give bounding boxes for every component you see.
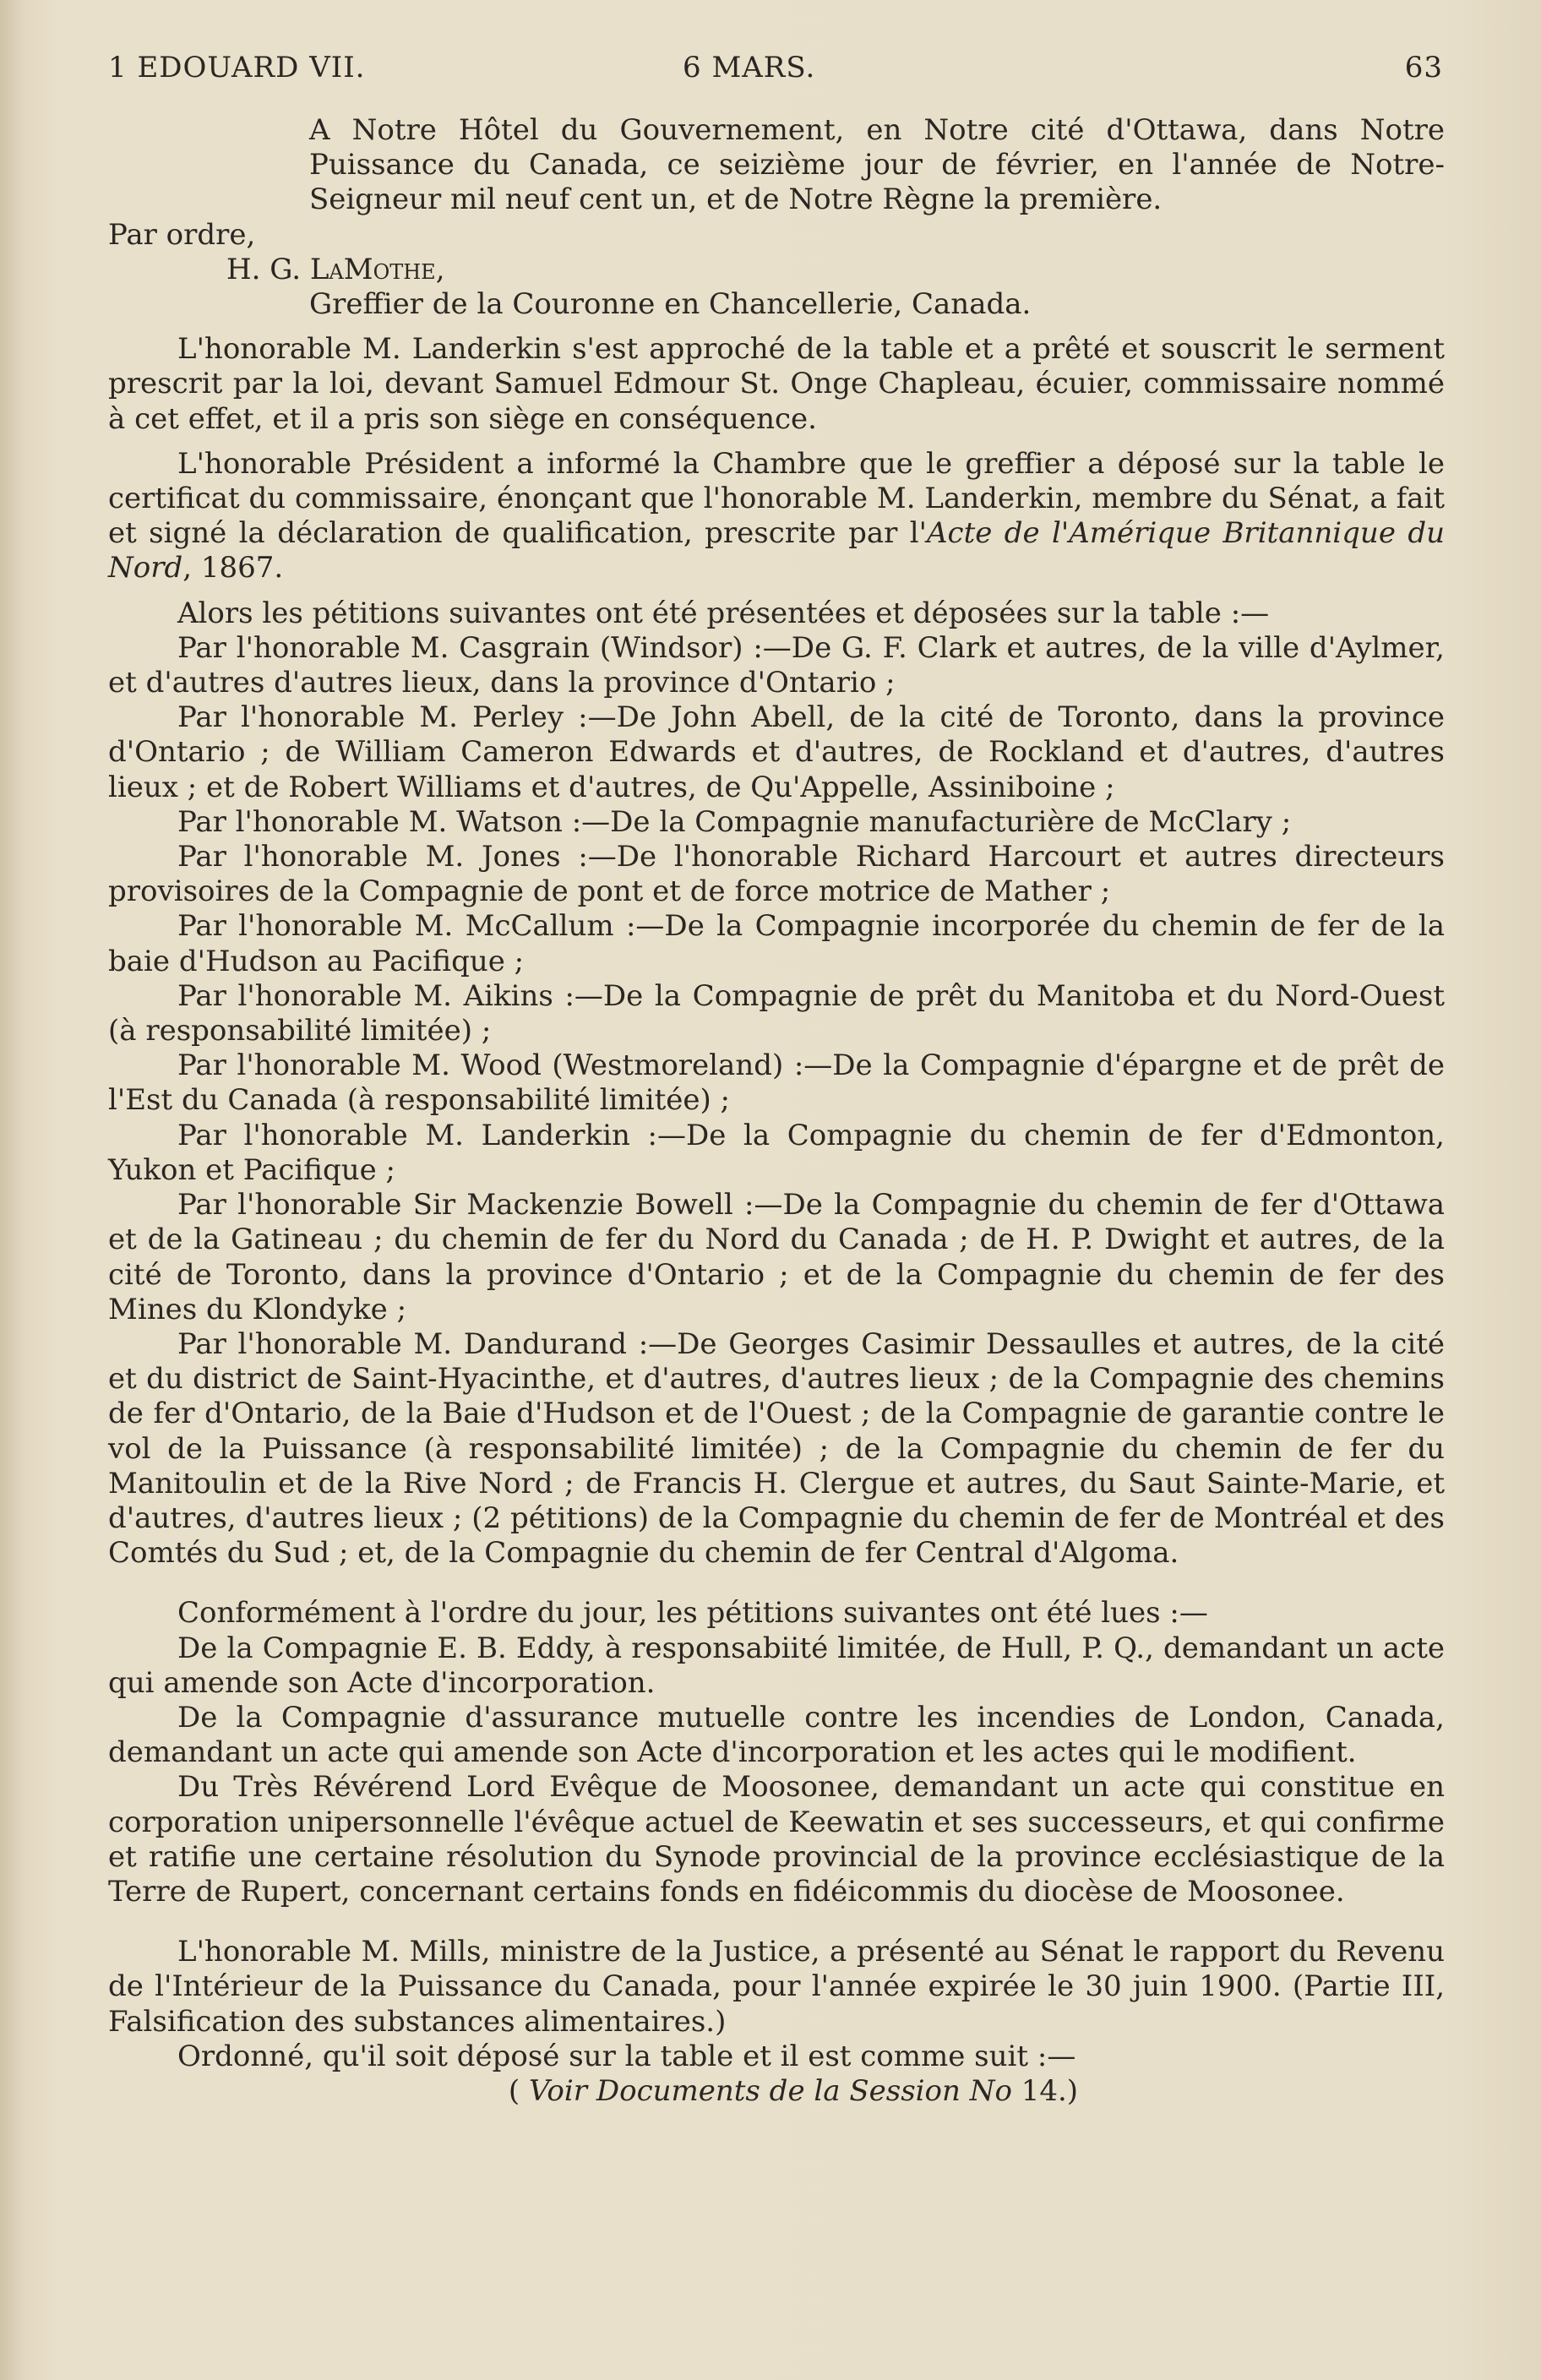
petition-jones: Par l'honorable M. Jones :—De l'honorable Richard Harcourt et autres directeurs provisoires de la Compagnie de pont et de force motrice de Mather ; bbox=[108, 840, 1445, 909]
paragraph-mills-report: L'honorable M. Mills, ministre de la Justice, a présenté au Sénat le rapport du Revenu de l'Intérieur de la Puissance du Canada, pour l'année expirée le 30 juin 1900. (Partie III, Falsification des substances alimentaires.) bbox=[108, 1935, 1445, 2039]
running-header bbox=[108, 51, 1443, 93]
ref-title: Voir Documents de la Session No bbox=[529, 2073, 1012, 2108]
paragraph-president bbox=[108, 447, 1445, 586]
petition-read-moosonee: Du Très Révérend Lord Evêque de Moosonee, demandant un acte qui constitue en corporation unipersonnelle l'évêque actuel de Keewatin et ses successeurs, et qui confirme et ratifie une certaine résolution du Synode provincial de la province ecclésiastique de la Terre de Rupert, concernant certains fonds en fidéicommis du diocèse de Moosonee. bbox=[108, 1770, 1445, 1909]
petition-casgrain: Par l'honorable M. Casgrain (Windsor) :—De G. F. Clark et autres, de la ville d'Aylmer, et d'autres d'autres lieux, dans la province d'Ontario ; bbox=[108, 630, 1445, 700]
petition-read-eddy: De la Compagnie E. B. Eddy, à responsabiité limitée, de Hull, P. Q., demandant un acte qui amende son Acte d'incorporation. bbox=[108, 1631, 1445, 1700]
signatory-initials: H. G. bbox=[226, 252, 310, 286]
signatory-title: Greffier de la Couronne en Chancellerie, Canada. bbox=[309, 287, 1032, 322]
petition-landerkin: Par l'honorable M. Landerkin :—De la Compagnie du chemin de fer d'Edmonton, Yukon et Pacifique ; bbox=[108, 1118, 1445, 1187]
page-body bbox=[108, 113, 1445, 2109]
ref-open: ( bbox=[508, 2073, 529, 2108]
petition-perley: Par l'honorable M. Perley :—De John Abell, de la cité de Toronto, dans la province d'Ontario ; de William Cameron Edwards et d'autres, de Rockland et d'autres, d'autres lieux ; et de Robert Williams et d'autres, de Qu'Appelle, Assiniboine ; bbox=[108, 700, 1445, 804]
header-date: 6 MARS. bbox=[683, 51, 816, 84]
petition-dandurand: Par l'honorable M. Dandurand :—De Georges Casimir Dessaulles et autres, de la cité et du district de Saint-Hyacinthe, et d'autres, d'autres lieux ; de la Compagnie des chemins de fer d'Ontario, de la Baie d'Hudson et de l'Ouest ; de la Compagnie de garantie contre le vol de la Puissance (à responsabilité limitée) ; de la Compagnie du chemin de fer du Manitoulin et de la Rive Nord ; de Francis H. Clergue et autres, du Saut Sainte-Marie, et d'autres, d'autres lieux ; (2 pétitions) de la Compagnie du chemin de fer de Montréal et des Comtés du Sud ; et, de la Compagnie du chemin de fer Central d'Algoma. bbox=[108, 1326, 1445, 1571]
petition-bowell: Par l'honorable Sir Mackenzie Bowell :—De la Compagnie du chemin de fer d'Ottawa et de la Gatineau ; du chemin de fer du Nord du Canada ; de H. P. Dwight et autres, de la cité de Toronto, dans la province d'Ontario ; et de la Compagnie du chemin de fer des Mines du Klondyke ; bbox=[108, 1188, 1445, 1326]
page-number: 63 bbox=[1404, 51, 1443, 84]
session-document-reference bbox=[108, 2074, 1445, 2109]
signatory-name bbox=[108, 253, 1445, 287]
petition-read-assurance: De la Compagnie d'assurance mutuelle contre les incendies de London, Canada, demandant un acte qui amende son Acte d'incorporation et les actes qui le modifient. bbox=[108, 1700, 1445, 1770]
petitions-read-intro: Conformément à l'ordre du jour, les pétitions suivantes ont été lues :— bbox=[177, 1596, 1208, 1631]
paragraph-serment: L'honorable M. Landerkin s'est approché de la table et a prêté et souscrit le serment prescrit par la loi, devant Samuel Edmour St. Onge Chapleau, écuier, commissaire nommé à cet effet, et il a pris son siège en conséquence. bbox=[108, 332, 1445, 436]
act-title: Acte de l'Amérique Britannique du Nord bbox=[108, 516, 1445, 585]
president-year: , 1867. bbox=[182, 551, 284, 585]
petition-mccallum: Par l'honorable M. McCallum :—De la Compagnie incorporée du chemin de fer de la baie d'Hudson au Pacifique ; bbox=[108, 909, 1445, 978]
petition-aikins: Par l'honorable M. Aikins :—De la Compagnie de prêt du Manitoba et du Nord-Ouest (à responsabilité limitée) ; bbox=[108, 978, 1445, 1048]
petition-wood: Par l'honorable M. Wood (Westmoreland) :—De la Compagnie d'épargne et de prêt de l'Est du Canada (à responsabilité limitée) ; bbox=[108, 1048, 1445, 1118]
president-text: L'honorable Président a informé la Chambre que le greffier a déposé sur la table le certificat du commissaire, énonçant que l'honorable M. Landerkin, membre du Sénat, a fait et signé la déclaration de qualification, prescrite par l' bbox=[108, 446, 1445, 551]
proclamation-dateline: A Notre Hôtel du Gouvernement, en Notre cité d'Ottawa, dans Notre Puissance du Canada, ce seizième jour de février, en l'année de Notre-Seigneur mil neuf cent un, et de Notre Règne la première. bbox=[309, 113, 1445, 217]
par-ordre: Par ordre, bbox=[108, 217, 256, 252]
header-regnal-year: 1 EDOUARD VII. bbox=[108, 51, 366, 84]
paragraph-ordonne: Ordonné, qu'il soit déposé sur la table et il est comme suit :— bbox=[177, 2039, 1076, 2073]
ref-number: 14.) bbox=[1011, 2073, 1079, 2108]
signatory-surname: LaMothe, bbox=[309, 252, 445, 286]
petitions-intro: Alors les pétitions suivantes ont été présentées et déposées sur la table :— bbox=[177, 596, 1270, 630]
petition-watson: Par l'honorable M. Watson :—De la Compagnie manufacturière de McClary ; bbox=[177, 804, 1292, 839]
